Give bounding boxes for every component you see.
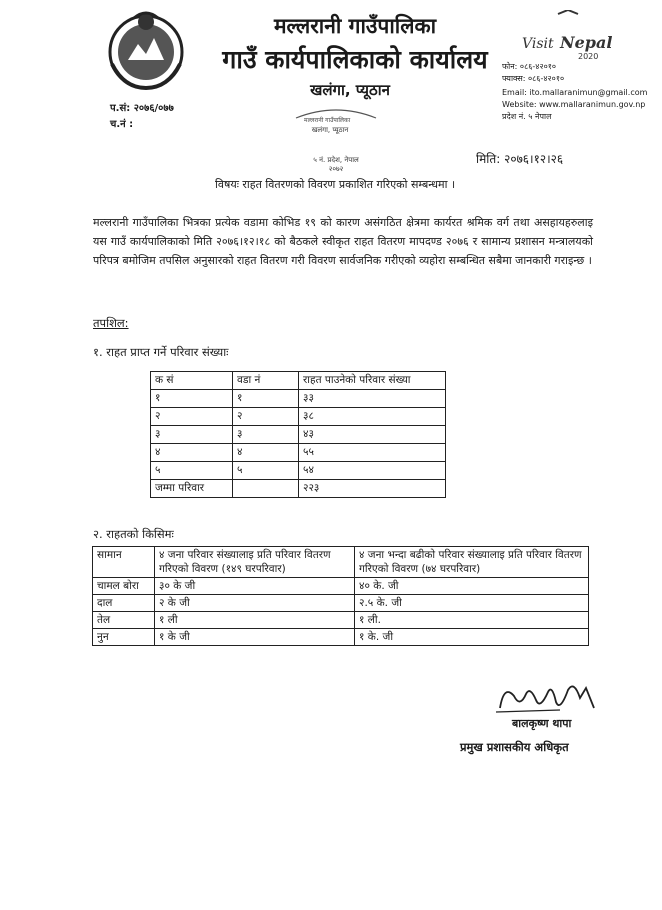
table-cell: ५४ — [299, 462, 446, 480]
table-row — [93, 612, 589, 629]
contact-province: प्रदेश नं. ५ नेपाल — [502, 112, 552, 121]
total-label: जम्मा परिवार — [151, 480, 233, 498]
table-cell: ३३ — [299, 390, 446, 408]
table-row — [151, 444, 446, 462]
table-cell: ४ — [233, 444, 299, 462]
contact-phone: फोन: ०८६-४२०१० — [502, 62, 557, 71]
total-value: २२३ — [299, 480, 446, 498]
table-row — [151, 462, 446, 480]
table-cell: २ के जी — [155, 595, 355, 612]
column-header: सामान — [93, 547, 155, 578]
reference-number: प.सं: २०७६/०७७ — [110, 103, 174, 114]
svg-text:मल्लरानी गाउँपालिका: मल्लरानी गाउँपालिका — [304, 117, 351, 124]
table-row — [151, 390, 446, 408]
tapasil-heading: तपशिल: — [93, 316, 129, 330]
table-cell: चामल बोरा — [93, 578, 155, 595]
table-row — [93, 578, 589, 595]
table-cell: १ — [233, 390, 299, 408]
table-cell: दाल — [93, 595, 155, 612]
table-cell: १ — [151, 390, 233, 408]
letter-date: मिति: २०७६।१२।२६ — [476, 152, 564, 166]
table-cell: ५ — [151, 462, 233, 480]
contact-email: Email: ito.mallaranimun@gmail.com — [502, 88, 648, 97]
table-cell: नुन — [93, 629, 155, 646]
table-cell: ४३ — [299, 426, 446, 444]
table-cell: ३ — [151, 426, 233, 444]
signatory-name: बालकृष्ण थापा — [512, 717, 572, 730]
relief-items-table — [92, 546, 589, 646]
table-cell: १ के जी — [155, 629, 355, 646]
contact-website: Website: www.mallaranimun.gov.np — [502, 100, 646, 109]
svg-text:Visit: Visit — [522, 36, 554, 52]
table-row — [151, 408, 446, 426]
government-emblem-icon — [104, 8, 188, 92]
column-header: वडा नं — [233, 372, 299, 390]
stamp-line-2: ५ नं. प्रदेश, नेपाल — [313, 156, 359, 164]
table-cell: १ के. जी — [355, 629, 589, 646]
stamp-line-1: खलंगा, प्यूठान — [311, 126, 349, 134]
table-cell: ५ — [233, 462, 299, 480]
table-row — [93, 595, 589, 612]
table-cell: ५५ — [299, 444, 446, 462]
letter-body: मल्लरानी गाउँपालिका भित्रका प्रत्येक वडामा कोभिड १९ को कारण असंगठित क्षेत्रमा कार्यरत श्रमिक वर्ग तथा असहायहरुलाइ यस गाउँ कार्यपालिकाको मिति २०७६।१२।१८ को बैठकले स्वीकृत राहत वितरण मापदण्ड २०७६ र सामान्य प्रशासन मन्त्रालयको परिपत्र बमोजिम तपसिल अनुसारको राहत वितरण गरी विवरण सार्वजनिक गरीएको व्यहोरा सम्बन्धित सबैमा जानकारी गराइन्छ । — [93, 216, 593, 267]
column-header: क सं — [151, 372, 233, 390]
letter-subject: विषयः राहत वितरणको विवरण प्रकाशित गरिएको सम्बन्धमा । — [215, 178, 456, 191]
visit-nepal-logo-icon — [518, 10, 618, 62]
table-cell — [233, 480, 299, 498]
table-header-row — [151, 372, 446, 390]
svg-text:Nepal: Nepal — [560, 33, 613, 52]
stamp-line-3: २०७२ — [328, 165, 344, 173]
beneficiary-table — [150, 371, 446, 498]
section2-heading: २. राहतको किसिमः — [93, 527, 174, 541]
table-cell: २.५ के. जी — [355, 595, 589, 612]
table-cell: १ ली. — [355, 612, 589, 629]
office-name: गाउँ कार्यपालिकाको कार्यालय — [222, 45, 488, 74]
table-cell: ४० के. जी — [355, 578, 589, 595]
table-header-row — [93, 547, 589, 578]
table-cell: २ — [233, 408, 299, 426]
table-cell: ४ — [151, 444, 233, 462]
table-cell: तेल — [93, 612, 155, 629]
dispatch-number: च.नं : — [110, 119, 134, 130]
table-cell: २ — [151, 408, 233, 426]
svg-text:2020: 2020 — [578, 52, 599, 61]
signatory-title: प्रमुख प्रशासकीय अधिकृत — [460, 740, 569, 754]
table-cell: ३ — [233, 426, 299, 444]
table-cell: ३८ — [299, 408, 446, 426]
table-total-row — [151, 480, 446, 498]
table-cell: ३० के जी — [155, 578, 355, 595]
office-location: खलंगा, प्यूठान — [310, 81, 390, 99]
column-header: ४ जना भन्दा बढीको परिवार संख्यालाइ प्रति परिवार वितरण गरिएको विवरण (७४ घरपरिवार) — [355, 547, 589, 578]
section1-heading: १. राहत प्राप्त गर्ने परिवार संख्याः — [93, 345, 229, 359]
municipality-name: मल्लरानी गाउँपालिका — [273, 14, 437, 38]
signature-icon — [490, 678, 610, 720]
contact-fax: फ्याक्स: ०८६-४२०१० — [502, 74, 565, 83]
column-header: ४ जना परिवार संख्यालाइ प्रति परिवार वितरण गरिएको विवरण (१४९ घरपरिवार) — [155, 547, 355, 578]
column-header: राहत पाउनेको परिवार संख्या — [299, 372, 446, 390]
table-row — [93, 629, 589, 646]
table-row — [151, 426, 446, 444]
table-cell: १ ली — [155, 612, 355, 629]
